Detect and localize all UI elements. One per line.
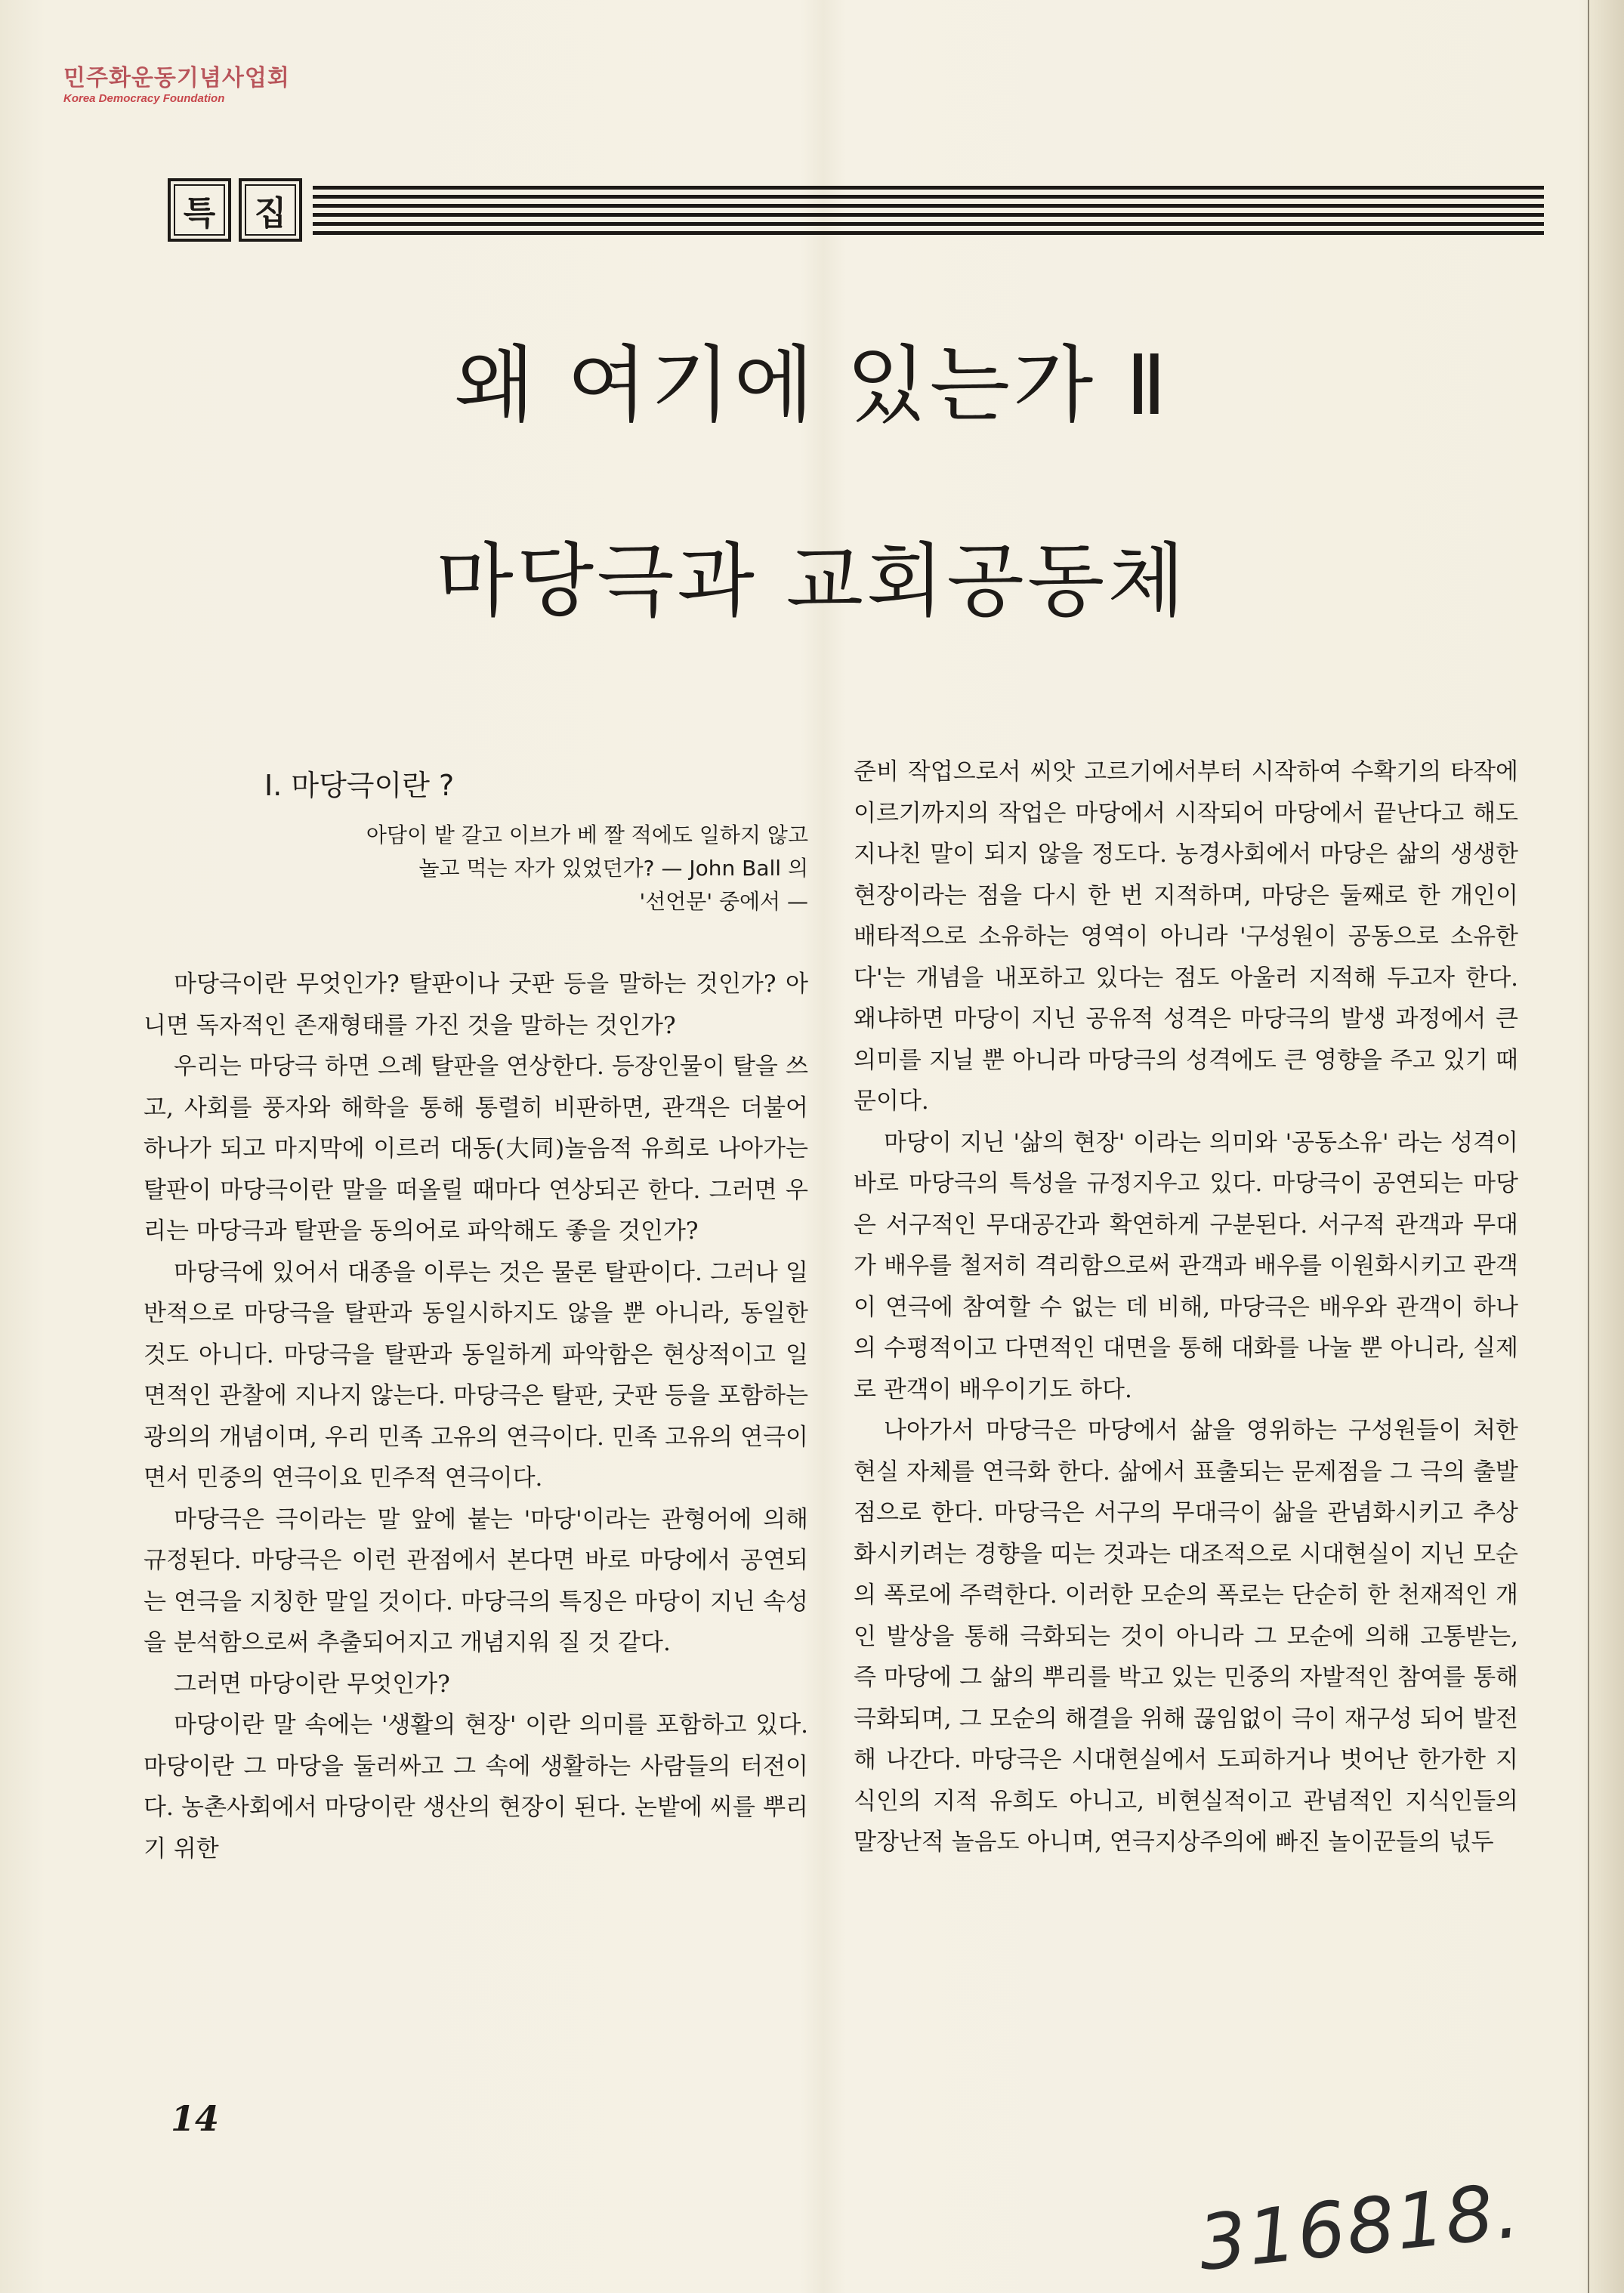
epigraph-line: '선언문' 중에서 — <box>639 889 808 914</box>
feature-badge-char: 특 <box>168 178 231 242</box>
watermark-logo <box>63 65 290 106</box>
body-paragraph: 그러면 마당이란 무엇인가? <box>174 1670 450 1698</box>
body-paragraph: 마당극이란 무엇인가? 탈판이나 굿판 등을 말하는 것인가? 아니면 독자적인 존재형태를 가진 것을 말하는 것인가? <box>144 971 808 1039</box>
body-paragraph: 나아가서 마당극은 마당에서 삶을 영위하는 구성원들이 처한 현실 자체를 연극화 한다. 삶에서 표출되는 문제점을 그 극의 출발점으로 한다. 마당극은 서구의 무대극이 삶을 관념화시키고 추상화시키려는 경향을 띠는 것과는 대조적으로 시대현실이 지닌 모순의 폭로에 주력한다. 이러한 모순의 폭로는 단순히 한 천재적인 개인 발상을 통해 극화되는 것이 아니라 그 모순에 의해 고통받는, 즉 마당에 그 삶의 뿌리를 박고 있는 민중의 자발적인 참여를 통해 극화되며, 그 모순의 해결을 위해 끊임없이 극이 재구성 되어 발전해 나간다. 마당극은 시대현실에서 도피하거나 벗어난 한가한 지식인의 지적 유희도 아니고, 비현실적이고 관념적인 지식인들의 말장난적 놀음도 아니며, 연극지상주의에 빠진 놀이꾼들의 넋두 <box>854 1417 1518 1856</box>
watermark-korean: 민주화운동기념사업회 <box>63 65 290 91</box>
body-paragraph: 준비 작업으로서 씨앗 고르기에서부터 시작하여 수확기의 타작에 이르기까지의 작업은 마당에서 시작되어 마당에서 끝난다고 해도 지나친 말이 되지 않을 정도다. 농경사회에서 마당은 삶의 생생한 현장이라는 점을 다시 한 번 지적하며, 마당은 둘째로 한 개인이 배타적으로 소유하는 영역이 아니라 '구성원이 공동으로 소유한다'는 개념을 내포하고 있다는 점도 아울러 지적해 두고자 한다. 왜냐하면 마당이 지닌 공유적 성격은 마당극의 발생 과정에서 큰 의미를 지닐 뿐 아니라 마당극의 성격에도 큰 영향을 주고 있기 때문이다. <box>854 758 1518 1115</box>
left-column <box>144 763 808 1869</box>
header-rule-lines <box>313 186 1544 243</box>
handwritten-archive-number: 316818. <box>1194 2165 1525 2288</box>
page-number: 14 <box>171 2098 220 2139</box>
body-paragraph: 마당이란 말 속에는 '생활의 현장' 이란 의미를 포함하고 있다. 마당이란 그 마당을 둘러싸고 그 속에 생활하는 사람들의 터전이다. 농촌사회에서 마당이란 생산의 현장이 된다. 논밭에 씨를 뿌리기 위한 <box>144 1711 808 1862</box>
feature-badge-char: 집 <box>239 178 302 242</box>
body-paragraph: 마당극은 극이라는 말 앞에 붙는 '마당'이라는 관형어에 의해 규정된다. 마당극은 이런 관점에서 본다면 바로 마당에서 공연되는 연극을 지칭한 말일 것이다. 마당극의 특징은 마당이 지닌 속성을 분석함으로써 추출되어지고 개념지워 질 것 같다. <box>144 1505 808 1656</box>
article-title: 왜 여기에 있는가 Ⅱ <box>454 337 1170 434</box>
watermark-english: Korea Democracy Foundation <box>63 92 225 105</box>
article-subtitle: 마당극과 교회공동체 <box>436 535 1188 628</box>
right-column <box>854 751 1518 1863</box>
epigraph-line: 놀고 먹는 자가 있었던가? — John Ball 의 <box>418 856 808 881</box>
body-paragraph: 우리는 마당극 하면 으례 탈판을 연상한다. 등장인물이 탈을 쓰고, 사회를 풍자와 해학을 통해 통렬히 비판하면, 관객은 더불어 하나가 되고 마지막에 이르러 대동(大同)놀음적 유희로 나아가는 탈판이 마당극이란 말을 떠올릴 때마다 연상되곤 한다. 그러면 우리는 마당극과 탈판을 동의어로 파악해도 좋을 것인가? <box>144 1053 808 1245</box>
epigraph-line: 아담이 밭 갈고 이브가 베 짤 적에도 일하지 않고 <box>366 822 808 847</box>
body-paragraph: 마당이 지닌 '삶의 현장' 이라는 의미와 '공동소유' 라는 성격이 바로 마당극의 특성을 규정지우고 있다. 마당극이 공연되는 마당은 서구적인 무대공간과 확연하게 구분된다. 서구적 관객과 무대가 배우를 철저히 격리함으로써 관객과 배우를 이원화시키고 관객이 연극에 참여할 수 없는 데 비해, 마당극은 배우와 관객이 하나의 수평적이고 다면적인 대면을 통해 대화를 나눌 뿐 아니라, 실제로 관객이 배우이기도 하다. <box>854 1128 1518 1403</box>
section-heading: Ⅰ. 마당극이란 ? <box>264 769 455 802</box>
epigraph <box>144 819 808 918</box>
body-paragraph: 마당극에 있어서 대종을 이루는 것은 물론 탈판이다. 그러나 일반적으로 마당극을 탈판과 동일시하지도 않을 뿐 아니라, 동일한 것도 아니다. 마당극을 탈판과 동일하게 파악함은 현상적이고 일면적인 관찰에 지나지 않는다. 마당극은 탈판, 굿판 등을 포함하는 광의의 개념이며, 우리 민족 고유의 연극이다. 민족 고유의 연극이면서 민중의 연극이요 민주적 연극이다. <box>144 1258 808 1492</box>
special-feature-header <box>168 178 1544 251</box>
